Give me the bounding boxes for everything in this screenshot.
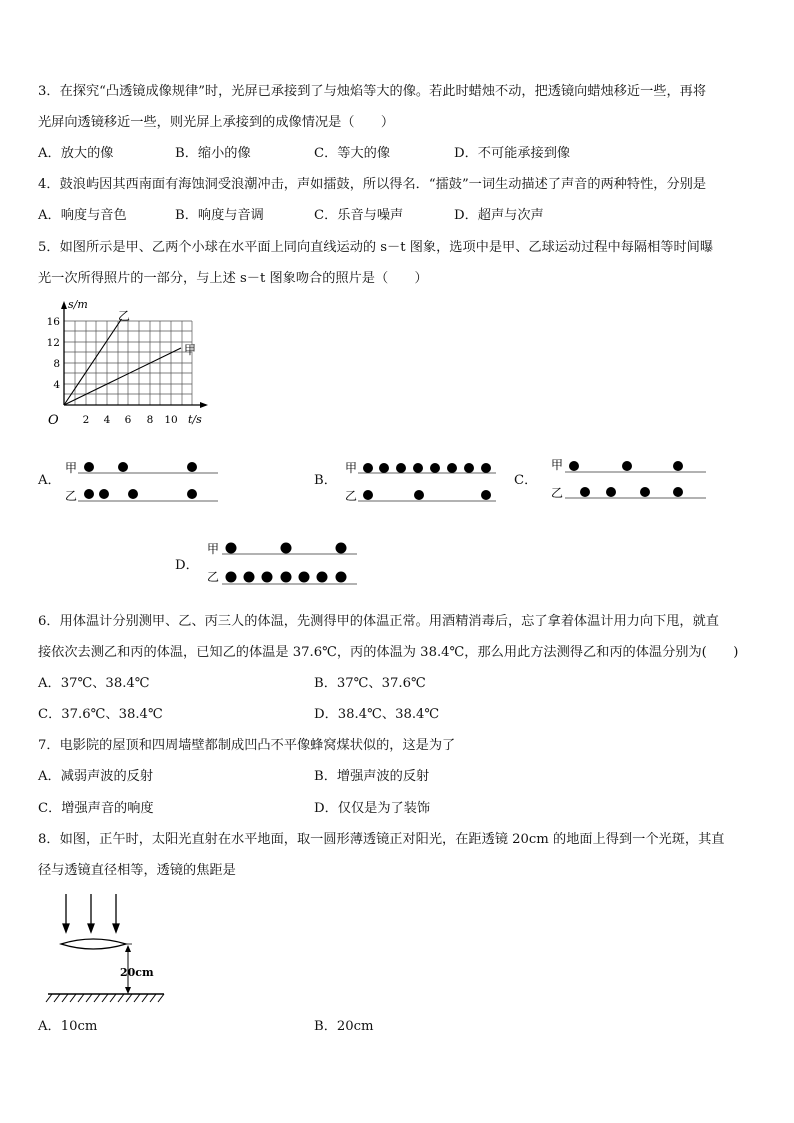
- q3-stem-line1: 3．在探究“凸透镜成像规律”时，光屏已承接到了与烛焰等大的像。若此时蜡烛不动，把透镜向蜡烛移近一些，再将: [38, 84, 707, 99]
- ball-dot: [430, 463, 440, 473]
- q8-stem-line1: 8．如图，正午时，太阳光直射在水平地面，取一圆形薄透镜正对阳光，在距透镜 20cm 的地面上得到一个光斑，其直: [38, 832, 725, 847]
- ball-dot: [673, 461, 683, 471]
- photo-label-yi: 乙: [207, 570, 220, 584]
- ball-dot: [481, 490, 491, 500]
- ball-dot: [336, 543, 347, 554]
- ball-dot: [363, 490, 373, 500]
- s-t-graph: [38, 296, 218, 431]
- arrow-down-icon: [88, 924, 94, 932]
- ball-dot: [226, 572, 237, 583]
- photo-option-b[interactable]: [340, 455, 500, 507]
- q5-stem-line1: 5．如图所示是甲、乙两个小球在水平面上同向直线运动的 s－t 图象，选项中是甲、乙球运动过程中每隔相等时间曝: [38, 240, 714, 255]
- ball-dot: [414, 490, 424, 500]
- series-line-jia: [64, 348, 181, 405]
- series-label-yi: 乙: [118, 309, 131, 323]
- ball-dot: [396, 463, 406, 473]
- series-label-jia: 甲: [184, 343, 197, 357]
- lens-figure: [36, 890, 166, 1010]
- ball-dot: [187, 489, 197, 499]
- q7-stem: 7．电影院的屋顶和四周墙壁都制成凹凸不平像蜂窝煤状似的，这是为了: [38, 738, 456, 753]
- q6-stem-line1: 6．用体温计分别测甲、乙、丙三人的体温，先测得甲的体温正常。用酒精消毒后，忘了拿着体温计用力向下甩，就直: [38, 614, 719, 629]
- convex-lens: [61, 939, 126, 949]
- y-tick-8: 8: [53, 358, 60, 370]
- ball-dot: [606, 487, 616, 497]
- ball-dot: [128, 489, 138, 499]
- photo-label-jia: 甲: [551, 458, 564, 472]
- graph-grid: [64, 321, 192, 405]
- q4-option-d[interactable]: D．超声与次声: [454, 208, 544, 223]
- q7-option-d[interactable]: D．仅仅是为了装饰: [314, 801, 431, 816]
- y-axis-arrow-icon: [61, 301, 67, 309]
- q5-option-b[interactable]: B．: [314, 473, 337, 488]
- photo-label-yi: 乙: [551, 486, 564, 500]
- ball-dot: [244, 572, 255, 583]
- photo-option-c[interactable]: [548, 452, 710, 504]
- photo-label-yi: 乙: [65, 489, 78, 503]
- ball-dot: [622, 461, 632, 471]
- q5-option-c[interactable]: C．: [514, 473, 538, 488]
- ball-dot: [187, 462, 197, 472]
- y-tick-4: 4: [53, 379, 60, 391]
- ball-dot: [379, 463, 389, 473]
- ball-dot: [262, 572, 273, 583]
- arrow-up-icon: [125, 945, 131, 952]
- arrow-down-icon: [113, 924, 119, 932]
- q3-option-b[interactable]: B．缩小的像: [175, 146, 251, 161]
- q7-option-a[interactable]: A．减弱声波的反射: [38, 769, 154, 784]
- q6-option-c[interactable]: C．37.6℃、38.4℃: [38, 707, 163, 722]
- q4-option-c[interactable]: C．乐音与噪声: [314, 208, 404, 223]
- q8-stem-line2: 径与透镜直径相等，透镜的焦距是: [38, 863, 236, 878]
- x-tick-2: 2: [82, 414, 90, 426]
- x-axis-arrow-icon: [200, 402, 208, 408]
- ball-dot: [336, 572, 347, 583]
- ball-dot: [640, 487, 650, 497]
- q6-option-a[interactable]: A．37℃、38.4℃: [38, 676, 150, 691]
- q7-option-b[interactable]: B．增强声波的反射: [314, 769, 430, 784]
- photo-label-jia: 甲: [65, 461, 78, 475]
- ball-dot: [299, 572, 310, 583]
- arrow-down-icon: [125, 987, 131, 994]
- photo-label-jia: 甲: [345, 461, 358, 475]
- q3-stem-line2: 光屏向透镜移近一些，则光屏上承接到的成像情况是（ ）: [38, 115, 395, 130]
- ball-dot: [673, 487, 683, 497]
- arrow-down-icon: [63, 924, 69, 932]
- q5-option-d[interactable]: D．: [175, 558, 199, 573]
- ball-dot: [447, 463, 457, 473]
- q5-option-a[interactable]: A．: [38, 473, 61, 488]
- ball-dot: [84, 462, 94, 472]
- q8-option-b[interactable]: B．20cm: [314, 1019, 374, 1034]
- q6-option-b[interactable]: B．37℃、37.6℃: [314, 676, 426, 691]
- q3-option-d[interactable]: D．不可能承接到像: [454, 146, 571, 161]
- ball-dot: [281, 543, 292, 554]
- ball-dot: [413, 463, 423, 473]
- ball-dot: [580, 487, 590, 497]
- ball-dot: [281, 572, 292, 583]
- q8-option-a[interactable]: A．10cm: [38, 1019, 98, 1034]
- graph-origin: O: [48, 413, 59, 428]
- ground-hatching: [46, 994, 164, 1002]
- photo-label-yi: 乙: [345, 489, 358, 503]
- photo-label-jia: 甲: [207, 542, 220, 556]
- x-tick-6: 6: [124, 414, 132, 426]
- ball-dot: [464, 463, 474, 473]
- ball-dot: [226, 543, 237, 554]
- q4-option-a[interactable]: A．响度与音色: [38, 208, 127, 223]
- photo-option-a[interactable]: [62, 455, 222, 507]
- ball-dot: [481, 463, 491, 473]
- x-tick-10: 10: [164, 414, 178, 426]
- y-tick-16: 16: [46, 316, 60, 328]
- q4-stem: 4．鼓浪屿因其西南面有海蚀洞受浪潮冲击，声如擂鼓，所以得名．“擂鼓”一词生动描述了声音的两种特性，分别是: [38, 177, 707, 192]
- q3-option-a[interactable]: A．放大的像: [38, 146, 114, 161]
- graph-xlabel: t/s: [188, 413, 202, 426]
- q6-option-d[interactable]: D．38.4℃、38.4℃: [314, 707, 440, 722]
- q6-stem-line2: 接依次去测乙和丙的体温，已知乙的体温是 37.6℃，丙的体温为 38.4℃，那么用此方法测得乙和丙的体温分别为( ): [38, 645, 739, 660]
- ball-dot: [569, 461, 579, 471]
- q5-stem-line2: 光一次所得照片的一部分，与上述 s－t 图象吻合的照片是（ ）: [38, 271, 428, 286]
- q4-option-b[interactable]: B．响度与音调: [175, 208, 264, 223]
- ball-dot: [84, 489, 94, 499]
- series-line-yi: [64, 319, 122, 405]
- ball-dot: [118, 462, 128, 472]
- distance-label: 20cm: [120, 966, 154, 979]
- q3-option-c[interactable]: C．等大的像: [314, 146, 391, 161]
- x-tick-4: 4: [103, 414, 111, 426]
- ball-dot: [99, 489, 109, 499]
- y-tick-12: 12: [46, 337, 60, 349]
- ball-dot: [363, 463, 373, 473]
- graph-ylabel: s/m: [68, 298, 88, 311]
- ball-dot: [317, 572, 328, 583]
- x-tick-8: 8: [146, 414, 154, 426]
- photo-option-d[interactable]: [205, 536, 365, 588]
- q7-option-c[interactable]: C．增强声音的响度: [38, 801, 154, 816]
